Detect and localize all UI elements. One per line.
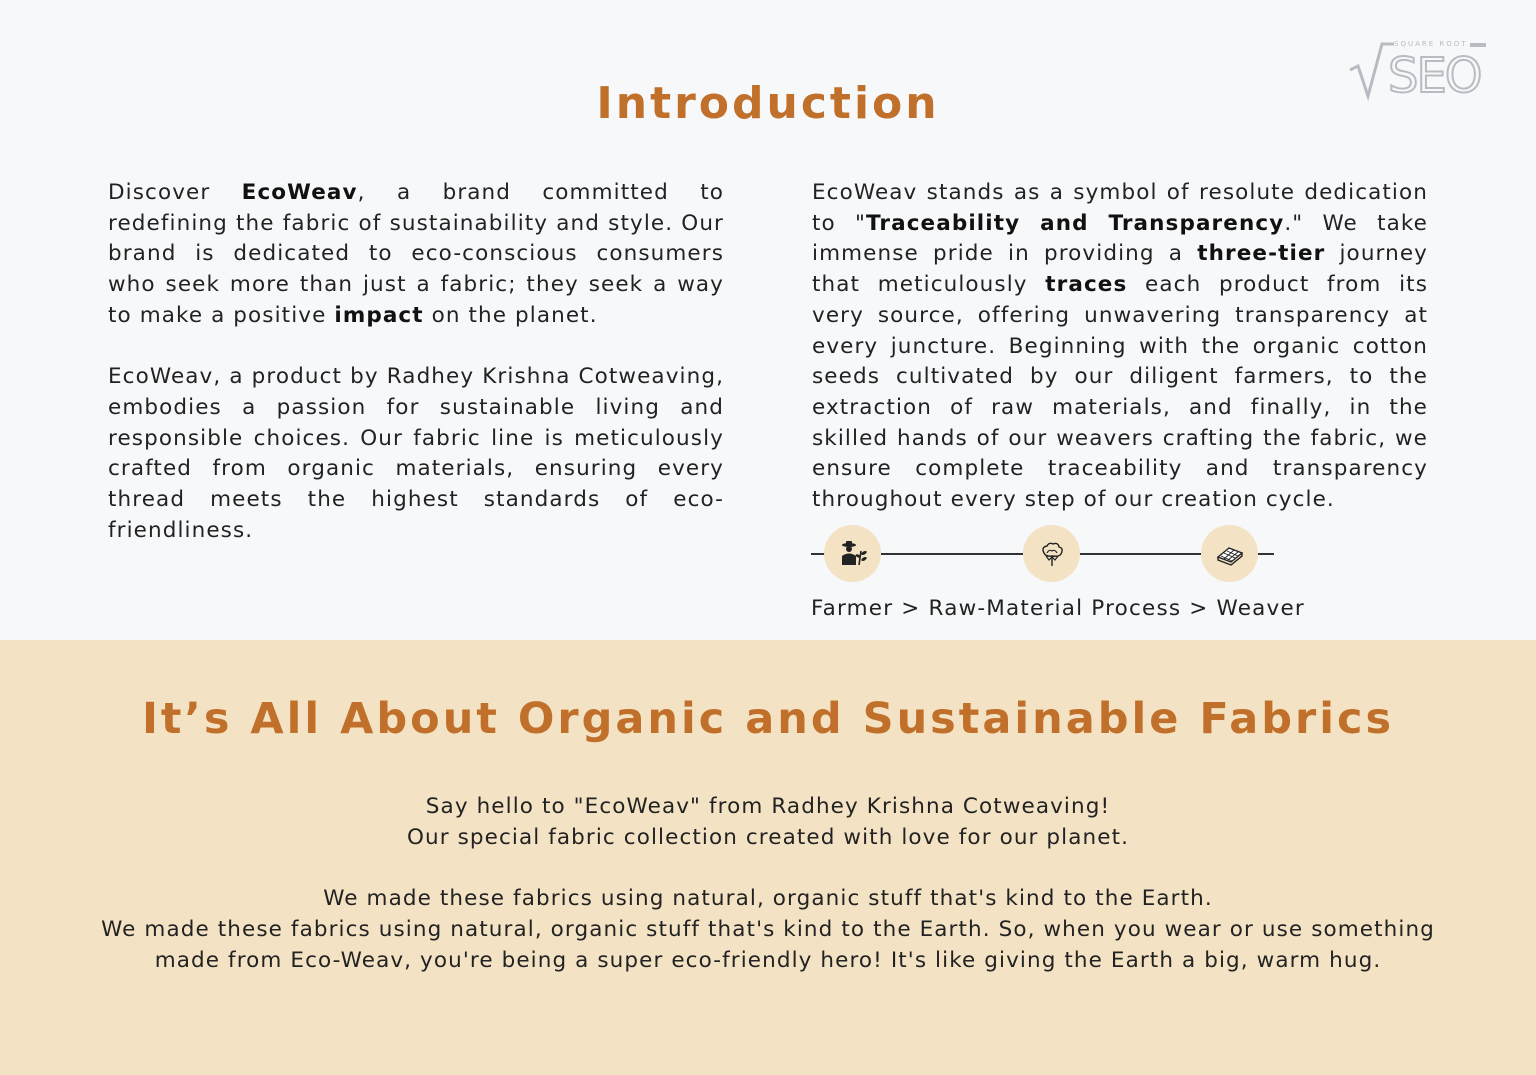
organic-text xyxy=(0,792,1536,977)
organic-paragraph-1 xyxy=(0,792,1536,854)
cotton-icon xyxy=(1037,539,1067,569)
logo-small-text: SQUARE ROOT xyxy=(1394,40,1468,48)
traces-emphasis: traces xyxy=(1045,272,1128,298)
organic-line: Say hello to "EcoWeav" from Radhey Krishna Cotweaving! xyxy=(425,794,1111,819)
intro-left-paragraph-1: Discover EcoWeav, a brand committed to redefining the fabric of sustainability and style. Our brand is dedicated to eco-conscious consumers who seek more than just a fabric; they seek a way to make a positive impact on the planet. xyxy=(108,180,725,328)
organic-line: Our special fabric collection created with love for our planet. xyxy=(406,824,1130,850)
journey-line xyxy=(881,553,1023,555)
intro-right-column xyxy=(812,178,1428,516)
intro-left-column xyxy=(108,178,724,546)
intro-right-paragraph: EcoWeav stands as a symbol of resolute dedication to "Traceability and Transparency." We take immense pride in providing a three-tier journey that meticulously traces each product from its very source, offering unwavering transparency at every juncture. Beginning with the organic cotton seeds cultivated by our diligent farmers, to the extraction of raw materials, and finally, in the skilled hands of our weavers crafting the fabric, we ensure complete traceability and transparency throughout every step of our creation cycle. xyxy=(812,180,1429,513)
traceability-emphasis: Traceability and Transparency xyxy=(865,210,1285,236)
intro-left-paragraph-2: EcoWeav, a product by Radhey Krishna Cotweaving, embodies a passion for sustainable living and responsible choices. Our fabric line is meticulously crafted from organic materials, ensuring every thread meets the highest standards of eco-friendliness. xyxy=(108,364,724,543)
organic-line: We made these fabrics using natural, organic stuff that's kind to the Earth. xyxy=(323,886,1213,912)
journey-node-weaver xyxy=(1201,525,1258,582)
organic-paragraph-2 xyxy=(0,884,1536,976)
journey-line xyxy=(811,553,825,555)
impact-emphasis: impact xyxy=(334,302,424,328)
organic-line: made from Eco-Weav, you're being a super eco-friendly hero! It's like giving the Earth a big, warm hug. xyxy=(154,947,1382,973)
organic-line: We made these fabrics using natural, organic stuff that's kind to the Earth. So, when you wear or use something xyxy=(101,917,1435,943)
intro-title: Introduction xyxy=(596,78,940,129)
journey-node-farmer xyxy=(824,525,881,582)
farmer-icon xyxy=(838,539,868,569)
logo-bar xyxy=(1470,43,1486,47)
journey-label: Farmer > Raw-Material Process > Weaver xyxy=(811,596,1305,621)
logo-text: SEO xyxy=(1388,48,1481,104)
brand-name: EcoWeav xyxy=(241,180,358,205)
organic-section xyxy=(0,640,1536,1075)
journey-node-raw-material xyxy=(1023,525,1080,582)
three-tier-emphasis: three-tier xyxy=(1197,241,1326,267)
organic-title: It’s All About Organic and Sustainable Fabrics xyxy=(141,694,1395,744)
journey-line xyxy=(1080,553,1201,555)
fabric-icon xyxy=(1215,539,1245,569)
journey-diagram xyxy=(811,524,1281,584)
journey-line xyxy=(1258,553,1274,555)
